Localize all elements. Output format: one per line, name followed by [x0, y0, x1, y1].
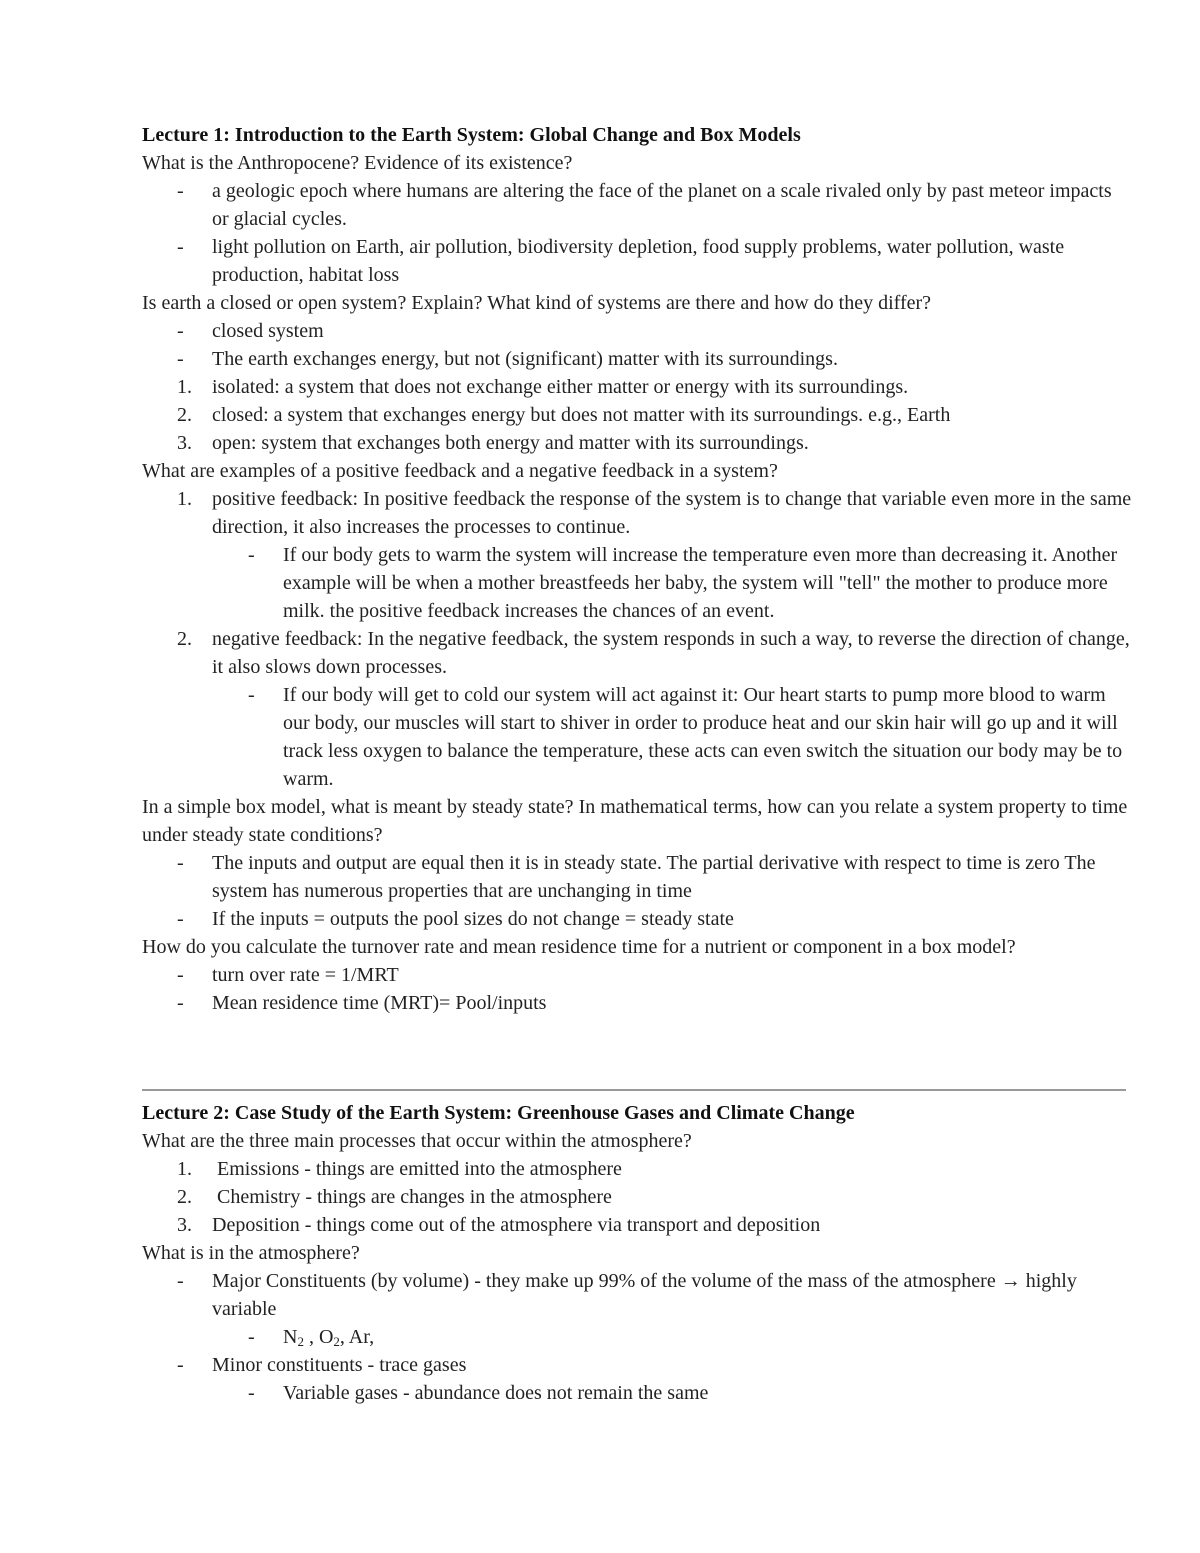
dash-marker: - — [177, 992, 184, 1014]
numbered-item-text: Deposition - things come out of the atmosphere via transport and deposition — [212, 1214, 821, 1236]
question-earth-system: Is earth a closed or open system? Explain? What kind of systems are there and how do they differ? — [142, 292, 932, 314]
list-item-text: a geologic epoch where humans are altering the face of the planet on a scale rivaled only by past meteor impacts or glacial cycles. — [212, 180, 1112, 230]
list-item — [142, 1323, 1132, 1351]
question-feedback: What are examples of a positive feedback and a negative feedback in a system? — [142, 460, 778, 482]
dash-marker: - — [177, 320, 184, 342]
list-item-text: The inputs and output are equal then it is in steady state. The partial derivative with respect to time is zero The system has numerous properties that are unchanging in time — [212, 852, 1096, 902]
numbered-item — [142, 1211, 1132, 1239]
lecture-2-title: Lecture 2: Case Study of the Earth System: Greenhouse Gases and Climate Change — [142, 1102, 855, 1124]
list-item-text: The earth exchanges energy, but not (significant) matter with its surroundings. — [212, 348, 838, 370]
list-item — [142, 681, 1132, 793]
minor-constituents-text: Minor constituents - trace gases — [212, 1354, 467, 1376]
lecture-1-section — [142, 121, 1132, 1017]
dash-marker: - — [248, 1326, 255, 1348]
numbered-item-text: Chemistry - things are changes in the atmosphere — [212, 1186, 612, 1208]
numbered-item-text: Emissions - things are emitted into the atmosphere — [212, 1158, 622, 1180]
numbered-item-text: closed: a system that exchanges energy but does not matter with its surroundings. e.g., Earth — [212, 404, 951, 426]
numbered-item-text: isolated: a system that does not exchange either matter or energy with its surroundings. — [212, 376, 909, 398]
negative-feedback-example: If our body will get to cold our system will act against it: Our heart starts to pump more blood to warm our body, our muscles will start to shiver in order to produce heat and our skin hair will go up and it will track less oxygen to balance the temperature, these acts can even switch the situation our body may be to warm. — [283, 684, 1123, 790]
list-item — [142, 905, 1132, 933]
question-turnover: How do you calculate the turnover rate and mean residence time for a nutrient or component in a box model? — [142, 936, 1016, 958]
dash-marker: - — [177, 1270, 184, 1292]
list-item — [142, 1379, 1132, 1407]
dash-marker: - — [177, 964, 184, 986]
number-marker: 1. — [177, 1158, 192, 1180]
list-item — [142, 1267, 1132, 1323]
list-item-text: light pollution on Earth, air pollution, biodiversity depletion, food supply problems, water pollution, waste production, habitat loss — [212, 236, 1065, 286]
question-anthropocene: What is the Anthropocene? Evidence of its existence? — [142, 152, 573, 174]
positive-feedback-example: If our body gets to warm the system will increase the temperature even more than decreasing it. Another example will be when a mother breastfeeds her baby, the system will "tell" the mother to produce more milk. the positive feedback increases the chances of an event. — [283, 544, 1118, 622]
dash-marker: - — [248, 1382, 255, 1404]
question-atmosphere-contents: What is in the atmosphere? — [142, 1242, 360, 1264]
variable-gases-text: Variable gases - abundance does not remain the same — [283, 1382, 709, 1404]
argon-symbol: , Ar, — [339, 1326, 375, 1348]
list-item-text: If the inputs = outputs the pool sizes do not change = steady state — [212, 908, 734, 930]
number-marker: 2. — [177, 404, 192, 426]
lecture-1-title: Lecture 1: Introduction to the Earth System: Global Change and Box Models — [142, 124, 801, 146]
oxygen-symbol: , O — [303, 1326, 334, 1348]
numbered-item — [142, 485, 1132, 541]
list-item — [142, 177, 1132, 233]
major-gases — [283, 1323, 1132, 1351]
list-item — [142, 961, 1132, 989]
question-turnover-row — [142, 933, 1132, 961]
negative-feedback-text: negative feedback: In the negative feedback, the system responds in such a way, to reverse the direction of change, it also slows down processes. — [212, 628, 1130, 678]
list-item-text: Mean residence time (MRT)= Pool/inputs — [212, 992, 547, 1014]
question-steady-state: In a simple box model, what is meant by steady state? In mathematical terms, how can you relate a system property to time under steady state conditions? — [142, 796, 1128, 846]
number-marker: 2. — [177, 1186, 192, 1208]
numbered-item-text: open: system that exchanges both energy and matter with its surroundings. — [212, 432, 809, 454]
numbered-item — [142, 1155, 1132, 1183]
lecture-2-section — [142, 1099, 1132, 1407]
positive-feedback-text: positive feedback: In positive feedback the response of the system is to change that variable even more in the same direction, it also increases the processes to continue. — [212, 488, 1132, 538]
dash-marker: - — [177, 908, 184, 930]
question-steady-state-row — [142, 793, 1132, 849]
list-item — [142, 233, 1132, 289]
number-marker: 3. — [177, 432, 192, 454]
nitrogen-subscript: 2 — [297, 1334, 304, 1349]
list-item — [142, 541, 1132, 625]
list-item — [142, 1351, 1132, 1379]
dash-marker: - — [177, 236, 184, 258]
dash-marker: - — [177, 348, 184, 370]
major-constituents-text: Major Constituents (by volume) - they make up 99% of the volume of the mass of the atmosphere → highly variable — [212, 1270, 1077, 1320]
nitrogen-symbol: N — [283, 1326, 298, 1348]
dash-marker: - — [248, 684, 255, 706]
numbered-item — [142, 1183, 1132, 1211]
list-item — [142, 849, 1132, 905]
number-marker: 1. — [177, 376, 192, 398]
list-item-text: closed system — [212, 320, 324, 342]
numbered-item — [142, 401, 1132, 429]
oxygen-subscript: 2 — [333, 1334, 340, 1349]
list-item — [142, 989, 1132, 1017]
number-marker: 1. — [177, 488, 192, 510]
numbered-item — [142, 373, 1132, 401]
number-marker: 2. — [177, 628, 192, 650]
number-marker: 3. — [177, 1214, 192, 1236]
numbered-item — [142, 429, 1132, 457]
numbered-item — [142, 625, 1132, 681]
section-divider — [142, 1089, 1126, 1091]
list-item — [142, 317, 1132, 345]
dash-marker: - — [177, 852, 184, 874]
dash-marker: - — [177, 180, 184, 202]
list-item — [142, 345, 1132, 373]
list-item-text: turn over rate = 1/MRT — [212, 964, 399, 986]
dash-marker: - — [248, 544, 255, 566]
question-atmosphere-processes: What are the three main processes that occur within the atmosphere? — [142, 1130, 692, 1152]
dash-marker: - — [177, 1354, 184, 1376]
